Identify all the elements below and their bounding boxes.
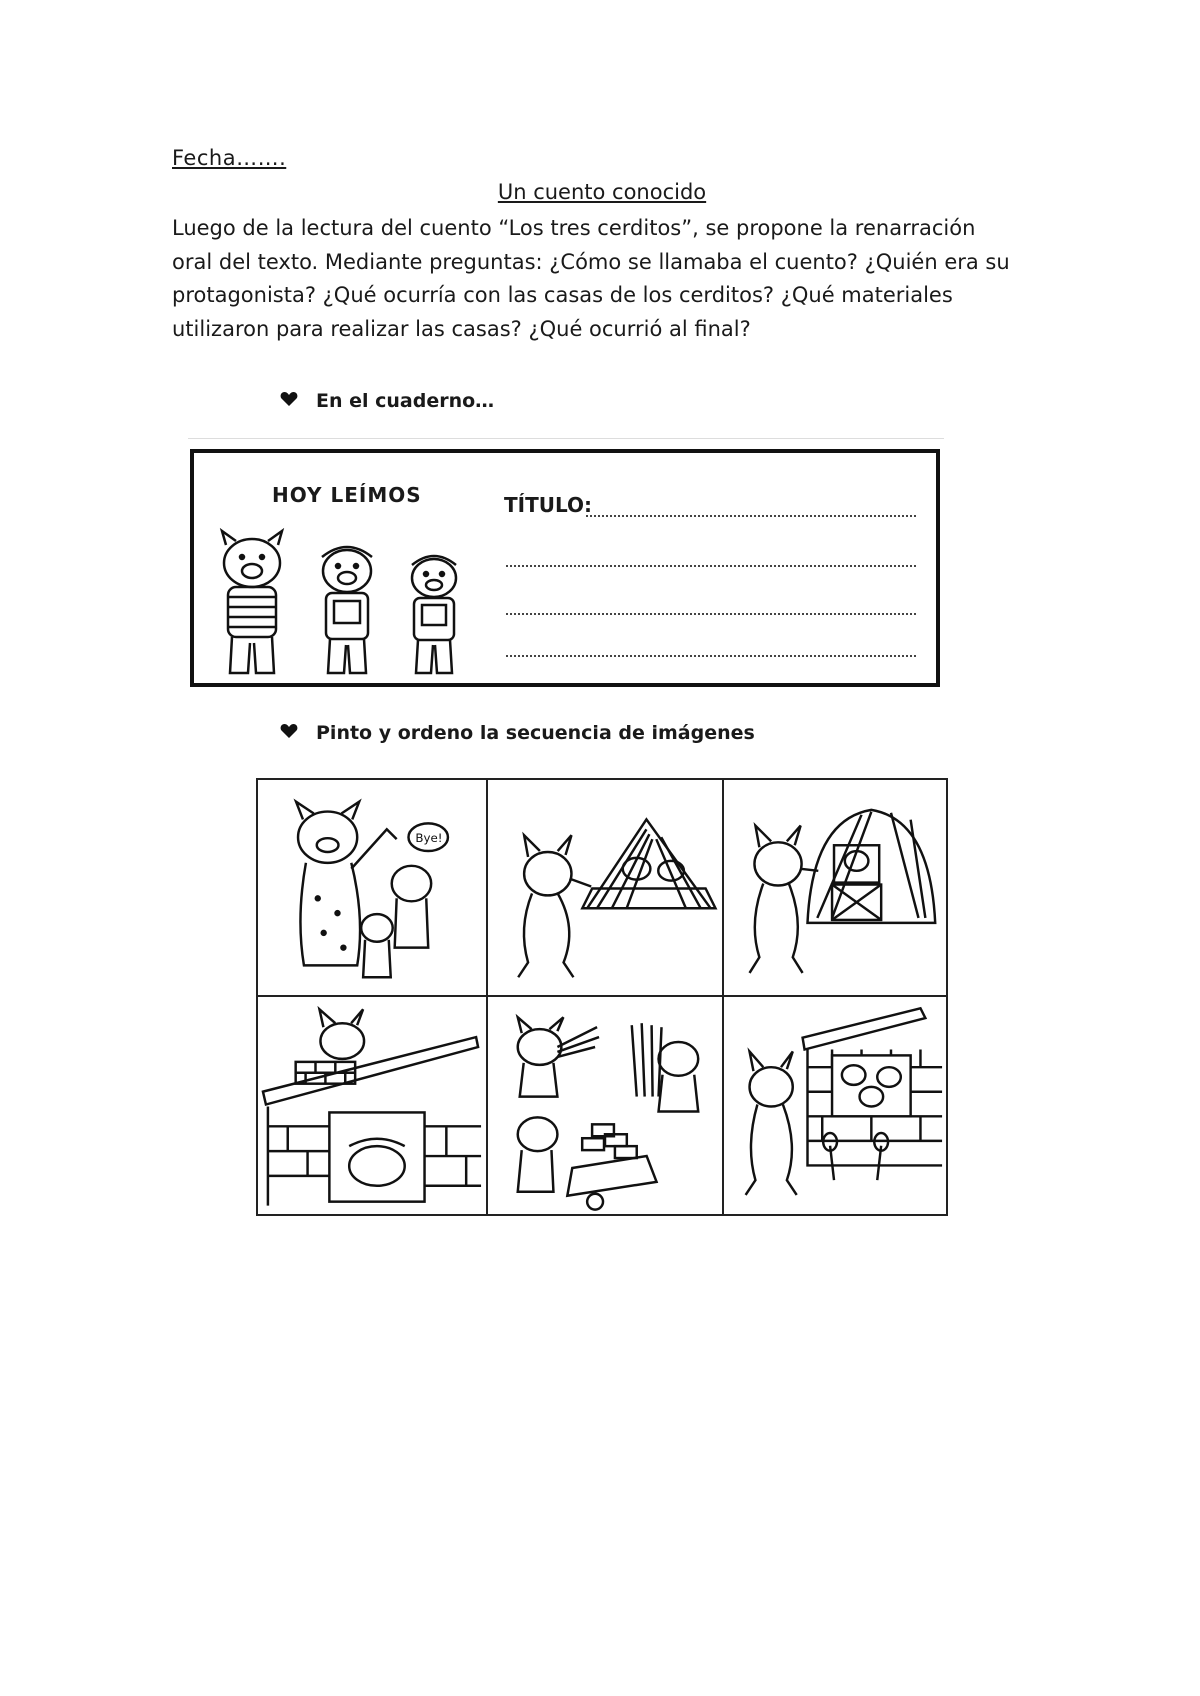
intro-paragraph: Luego de la lectura del cuento “Los tres cerditos”, se propone la renarración oral del texto. Mediante preguntas: ¿Cómo se llamaba el cuento? ¿Quién era su protagonista? ¿Qué ocurría con las casas de los cerditos? ¿Qué materiales utilizaron para realizar las casas? ¿Qué ocurrió al final? [172, 216, 1010, 341]
card-heading: HOY LEÍMOS [272, 483, 422, 507]
three-pigs-illustration [202, 523, 472, 683]
straw-house-illustration [488, 780, 722, 995]
heart-icon [280, 722, 302, 744]
card-title-label: TÍTULO: [504, 493, 592, 517]
strip-top-rule [188, 438, 944, 439]
goodbye-illustration [258, 780, 486, 995]
panel-brick-roof [258, 997, 488, 1214]
dotted-line-3 [506, 613, 916, 615]
panel-straw-house [488, 780, 724, 997]
date-field: Fecha……. [172, 146, 287, 170]
panel-brick-house [724, 997, 946, 1214]
sequence-image-grid [256, 778, 948, 1216]
dotted-line-4 [506, 655, 916, 657]
title-dotted-line [586, 515, 916, 517]
bullet-cuaderno-text: En el cuaderno… [316, 390, 495, 412]
brick-house-illustration [724, 997, 946, 1214]
bullet-secuencia [280, 722, 755, 744]
speech-bubble-text: Bye! [415, 831, 443, 846]
materials-illustration [488, 997, 722, 1214]
panel-goodbye [258, 780, 488, 997]
page-title-text: Un cuento conocido [497, 180, 707, 204]
dotted-line-2 [506, 565, 916, 567]
stick-house-illustration [724, 780, 946, 995]
heart-icon [280, 390, 302, 412]
brick-roof-illustration [258, 997, 486, 1214]
hoy-leimos-card [190, 449, 940, 687]
bullet-cuaderno [280, 390, 494, 412]
panel-materials [488, 997, 724, 1214]
page-title [0, 180, 1200, 204]
bullet-secuencia-text: Pinto y ordeno la secuencia de imágenes [316, 722, 755, 744]
panel-stick-house [724, 780, 946, 997]
